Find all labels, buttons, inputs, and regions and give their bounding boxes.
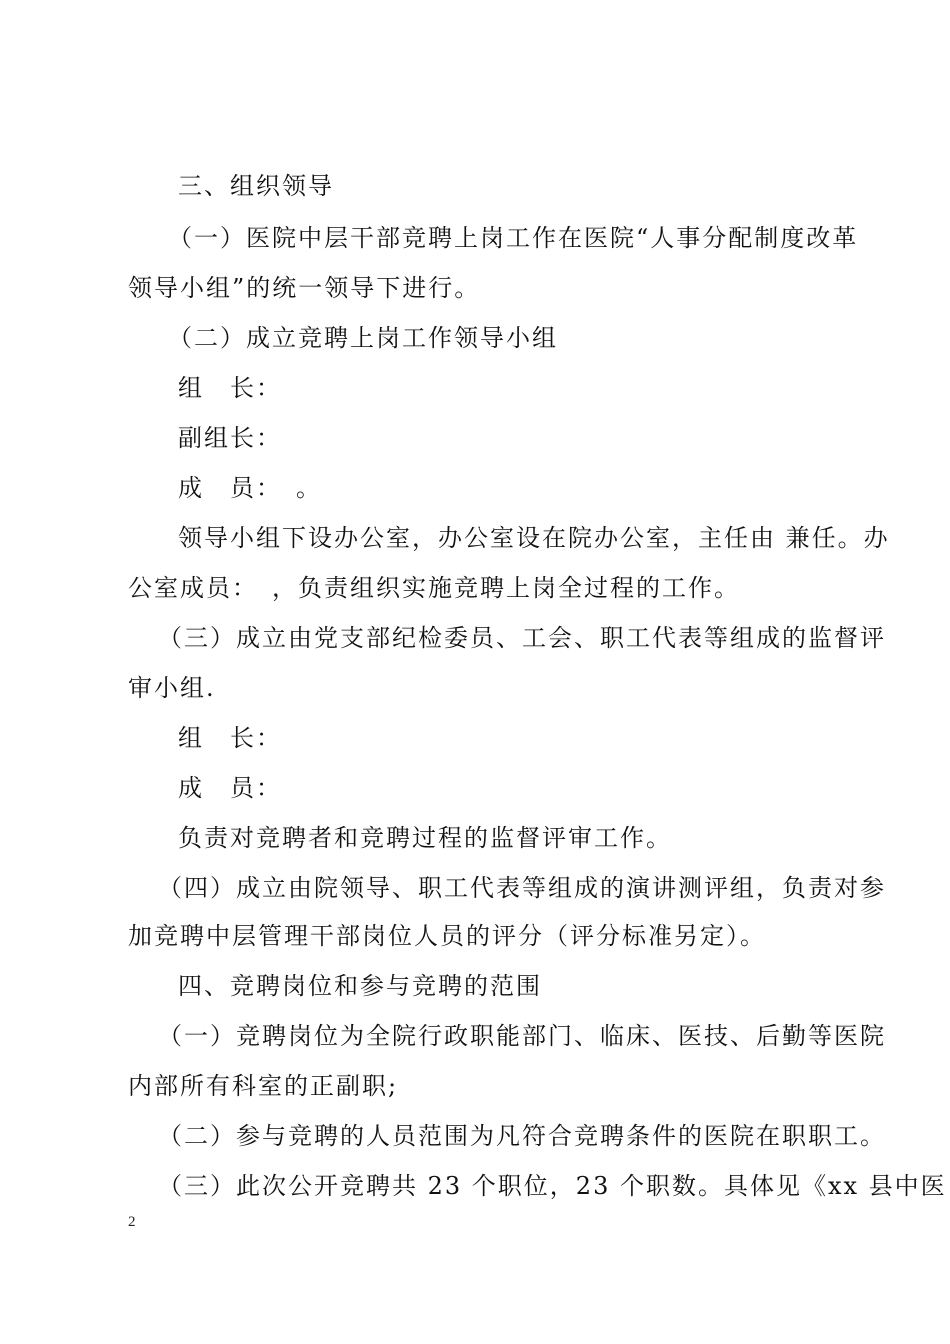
paragraph-line: （三）成立由党支部纪检委员、工会、职工代表等组成的监督评 <box>158 624 886 652</box>
role-line-members: 成 员： 。 <box>178 474 322 502</box>
section-heading-positions: 四、竞聘岗位和参与竞聘的范围 <box>178 972 542 1000</box>
paragraph-line: （二）参与竞聘的人员范围为凡符合竞聘条件的医院在职职工。 <box>158 1122 886 1150</box>
paragraph-line: 领导小组下设办公室，办公室设在院办公室，主任由 兼任。办 <box>178 524 890 552</box>
paragraph-line: 负责对竞聘者和竞聘过程的监督评审工作。 <box>178 824 672 852</box>
paragraph-line: 加竞聘中层管理干部岗位人员的评分（评分标准另定）。 <box>128 922 766 950</box>
paragraph-line: 领导小组”的统一领导下进行。 <box>128 274 481 302</box>
role-line-leader: 组 长： <box>178 724 282 752</box>
role-line-leader: 组 长： <box>178 374 282 402</box>
paragraph-line: 公室成员： ，负责组织实施竞聘上岗全过程的工作。 <box>128 574 740 602</box>
paragraph-line: （四）成立由院领导、职工代表等组成的演讲测评组，负责对参 <box>158 874 886 902</box>
page-number: 2 <box>128 1214 136 1230</box>
section-heading-organization: 三、组织领导 <box>178 172 334 200</box>
role-line-deputy: 副组长： <box>178 424 282 452</box>
paragraph-line: （一）医院中层干部竞聘上岗工作在医院“人事分配制度改革 <box>168 224 859 252</box>
paragraph-line: （一）竞聘岗位为全院行政职能部门、临床、医技、后勤等医院 <box>158 1022 886 1050</box>
paragraph-line: （二）成立竞聘上岗工作领导小组 <box>168 324 558 352</box>
paragraph-line: 审小组. <box>128 674 216 702</box>
paragraph-line: 内部所有科室的正副职; <box>128 1072 399 1100</box>
role-line-members: 成 员： <box>178 774 282 802</box>
paragraph-line: （三）此次公开竞聘共 23 个职位，23 个职数。具体见《xx 县中医 <box>158 1172 947 1200</box>
